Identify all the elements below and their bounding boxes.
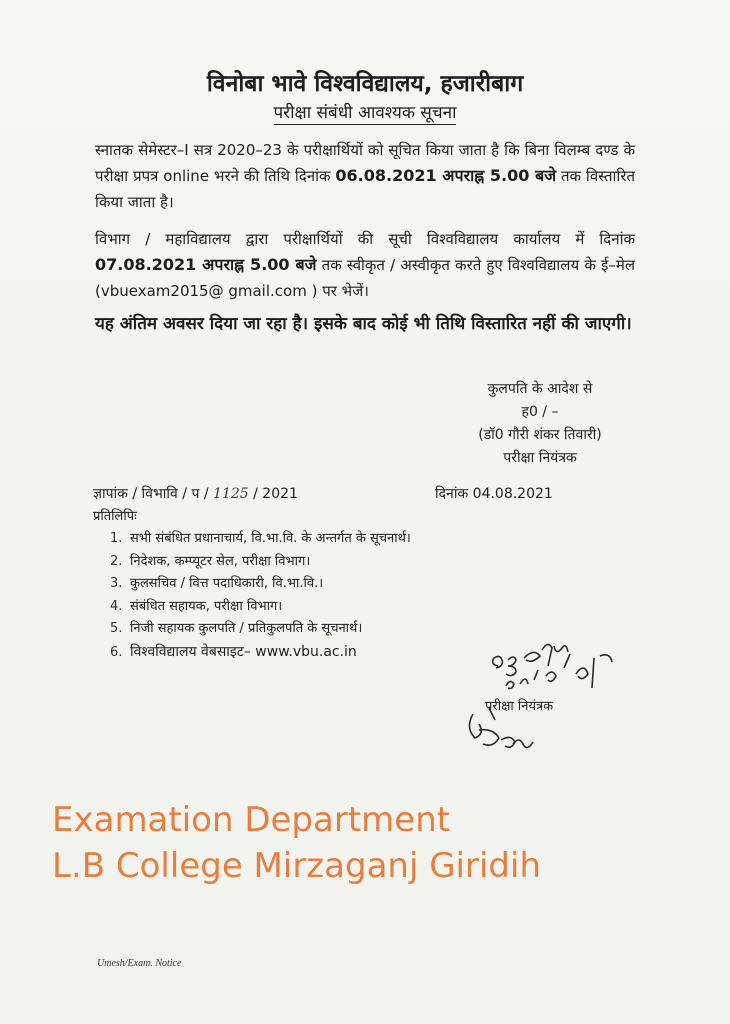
overlay-department: Examation Department xyxy=(52,800,451,840)
memo-prefix: ज्ञापांक / विभावि / प / xyxy=(93,486,214,502)
notice-subtitle xyxy=(0,100,730,123)
paragraph-deadline-extension xyxy=(95,137,635,215)
list-item: 6. विश्वविद्यालय वेबसाइट– www.vbu.ac.in xyxy=(110,643,357,660)
memo-number xyxy=(93,484,298,503)
signature-line-1: कुलपति के आदेश से xyxy=(487,381,593,397)
controller-label: परीक्षा नियंत्रक xyxy=(485,699,554,714)
paragraph2-text-a: विभाग / महाविद्यालय द्वारा परीक्षार्थियों की सूची विश्वविद्यालय कार्यालय में दिनांक xyxy=(95,230,635,248)
handwritten-initials xyxy=(455,700,555,760)
copies-list xyxy=(110,528,411,664)
paragraph1-deadline: 06.08.2021 अपराह्न 5.00 बजे xyxy=(335,166,557,185)
notice-subtitle-text: परीक्षा संबंधी आवश्यक सूचना xyxy=(273,103,457,123)
university-title: विनोबा भावे विश्वविद्यालय, हजारीबाग xyxy=(206,71,524,97)
list-item: 3. कुलसचिव / वित्त पदाधिकारी, वि.भा.वि.। xyxy=(110,576,324,591)
list-item: 1. सभी संबंधित प्रधानाचार्य, वि.भा.वि. के अन्तर्गत के सूचनार्थ। xyxy=(110,531,411,546)
memo-handwritten-number: 1125 xyxy=(213,486,249,502)
signature-line-3: (डॉ0 गौरी शंकर तिवारी) xyxy=(478,427,602,443)
overlay-college: L.B College Mirzaganj Giridih xyxy=(52,846,541,886)
list-item: 2. निदेशक, कम्प्यूटर सेल, परीक्षा विभाग। xyxy=(110,553,311,569)
list-item: 5. निजी सहायक कुलपति / प्रतिकुलपति के सूचनार्थ। xyxy=(110,621,363,636)
signature-line-2: ह0 / – xyxy=(521,404,559,420)
signature-line-4: परीक्षा नियंत्रक xyxy=(503,450,577,466)
paragraph1-text-a: स्नातक सेमेस्टर–I सत्र 2020–23 के परीक्षार्थियों को सूचित किया जाता है कि बिना विलम्ब दण्ड के परीक्षा प्रपत्र online भरने की तिथि दिनांक xyxy=(95,141,635,185)
footer-note: Umesh/Exam. Notice xyxy=(97,958,182,969)
paragraph-student-list xyxy=(95,226,635,304)
paragraph-final-chance: यह अंतिम अवसर दिया जा रहा है। इसके बाद कोई भी तिथि विस्तारित नहीं की जाएगी। xyxy=(95,314,632,334)
handwritten-signature-date xyxy=(480,628,650,698)
paragraph2-deadline: 07.08.2021 अपराह्न 5.00 बजे xyxy=(95,255,317,274)
copies-label: प्रतिलिपिः xyxy=(93,509,137,524)
paragraph1-text-b: तक विस्तारित किया जाता है। xyxy=(95,167,635,211)
memo-date: दिनांक 04.08.2021 xyxy=(435,486,553,502)
paragraph2-text-b: तक स्वीकृत / अस्वीकृत करते हुए विश्वविद्यालय के ई–मेल (vbuexam2015@ gmail.com ) पर भेजें। xyxy=(95,256,635,300)
list-item: 4. संबंधित सहायक, परीक्षा विभाग। xyxy=(110,598,283,614)
memo-year: / 2021 xyxy=(248,486,298,502)
